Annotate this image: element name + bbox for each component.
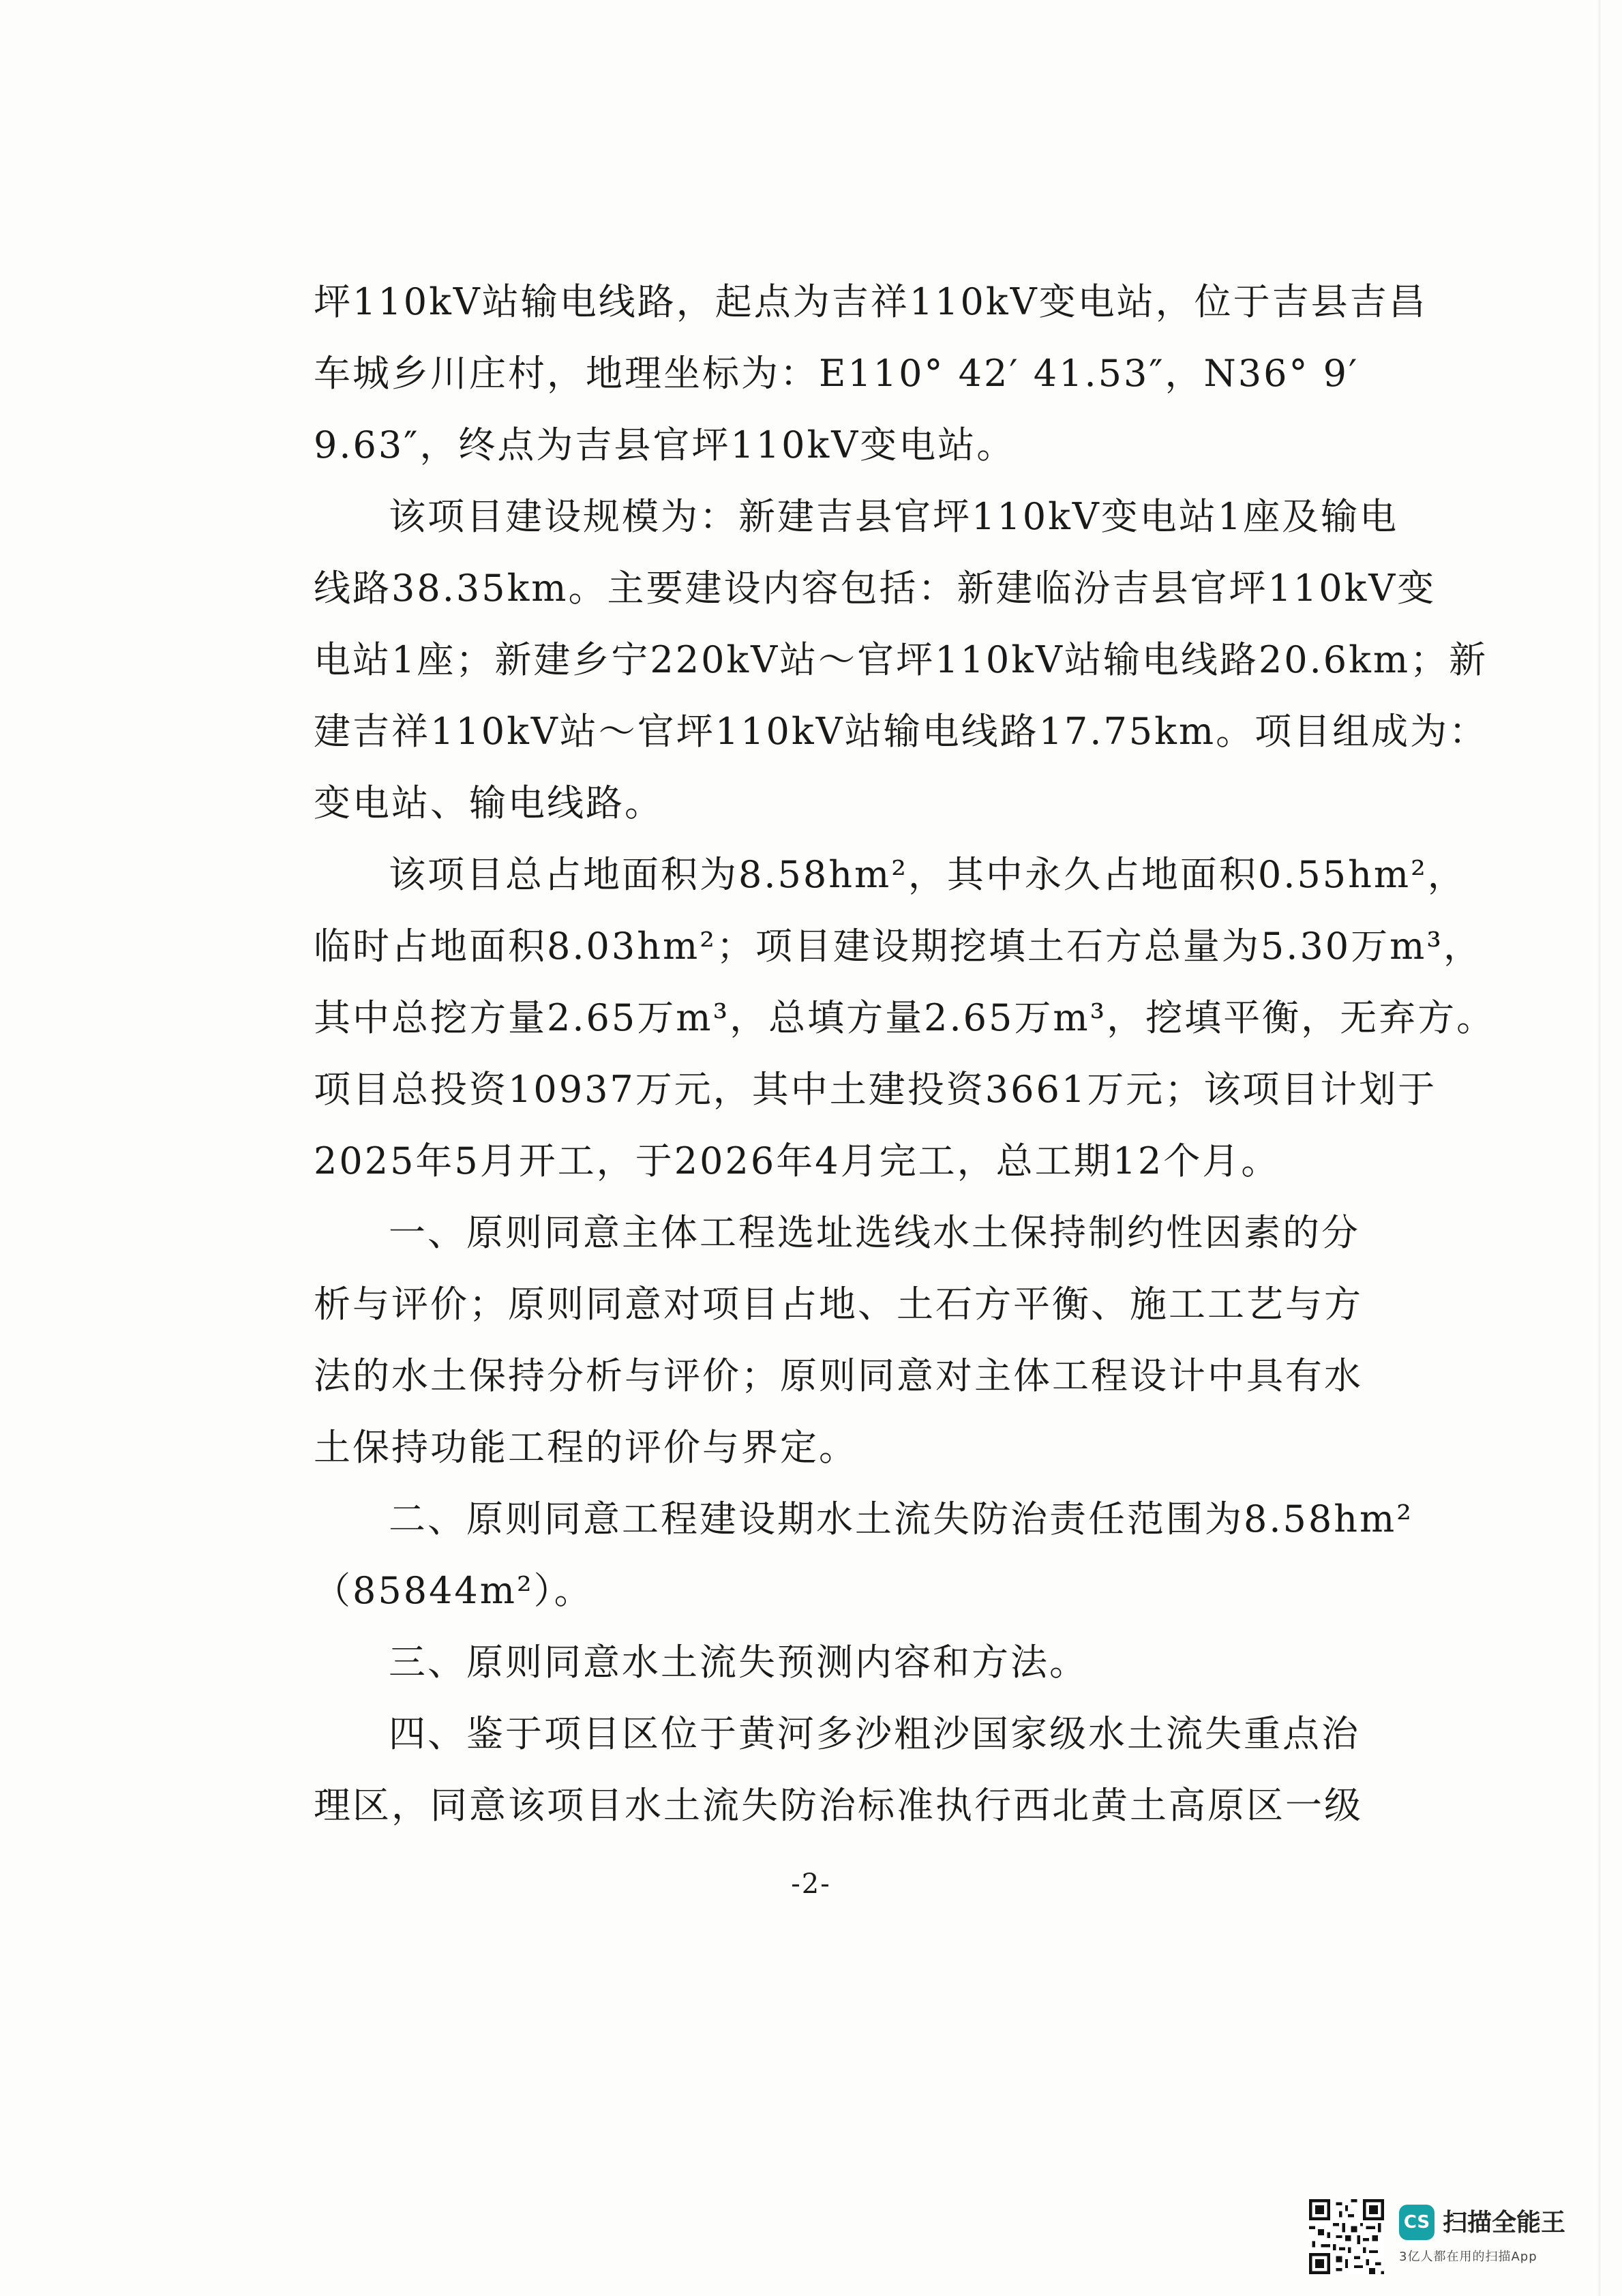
paragraph-line: 该项目总占地面积为8.58hm²，其中永久占地面积0.55hm²， (389, 853, 1467, 896)
page-number: -2- (791, 1868, 831, 1900)
paragraph-line: 电站1座；新建乡宁220kV站～官坪110kV站输电线路20.6km；新 (314, 638, 1488, 681)
paragraph-line: 三、原则同意水土流失预测内容和方法。 (389, 1641, 1088, 1684)
paragraph-line: 临时占地面积8.03hm²；项目建设期挖填土石方总量为5.30万m³， (314, 925, 1482, 968)
paragraph-line: 坪110kV站输电线路，起点为吉祥110kV变电站，位于吉县吉昌 (314, 280, 1428, 323)
paragraph-line: 该项目建设规模为：新建吉县官坪110kV变电站1座及输电 (389, 495, 1399, 538)
paragraph-line: （85844m²）。 (314, 1569, 593, 1612)
qr-code-icon (1309, 2199, 1384, 2274)
paragraph-line: 二、原则同意工程建设期水土流失防治责任范围为8.58hm² (389, 1497, 1413, 1540)
paragraph-line: 建吉祥110kV站～官坪110kV站输电线路17.75km。项目组成为： (314, 710, 1488, 753)
paragraph-line: 法的水土保持分析与评价；原则同意对主体工程设计中具有水 (314, 1354, 1363, 1397)
document-body (314, 266, 1496, 1841)
paragraph-line: 2025年5月开工，于2026年4月完工，总工期12个月。 (314, 1139, 1280, 1182)
paragraph-line: 土保持功能工程的评价与界定。 (314, 1426, 858, 1469)
paragraph-line: 项目总投资10937万元，其中土建投资3661万元；该项目计划于 (314, 1068, 1437, 1111)
paragraph-line: 理区，同意该项目水土流失防治标准执行西北黄土高原区一级 (314, 1784, 1363, 1827)
scanner-watermark (1309, 2199, 1595, 2274)
brand-name: 扫描全能王 (1443, 2209, 1566, 2237)
paragraph-line: 9.63″，终点为吉县官坪110kV变电站。 (314, 423, 1016, 466)
paragraph-line: 线路38.35km。主要建设内容包括：新建临汾吉县官坪110kV变 (314, 567, 1437, 610)
brand-tagline: 3亿人都在用的扫描App (1399, 2250, 1537, 2264)
paragraph-line: 一、原则同意主体工程选址选线水土保持制约性因素的分 (389, 1211, 1360, 1254)
paragraph-line: 四、鉴于项目区位于黄河多沙粗沙国家级水土流失重点治 (389, 1712, 1360, 1755)
paragraph-line: 其中总挖方量2.65万m³，总填方量2.65万m³，挖填平衡，无弃方。 (314, 996, 1496, 1039)
scan-edge-shadow (1597, 0, 1602, 2296)
camscanner-logo-icon: CS (1399, 2205, 1435, 2240)
paragraph-line: 变电站、输电线路。 (314, 781, 663, 824)
paragraph-line: 车城乡川庄村，地理坐标为：E110° 42′ 41.53″，N36° 9′ (314, 352, 1360, 395)
paragraph-line: 析与评价；原则同意对项目占地、土石方平衡、施工工艺与方 (314, 1283, 1363, 1326)
